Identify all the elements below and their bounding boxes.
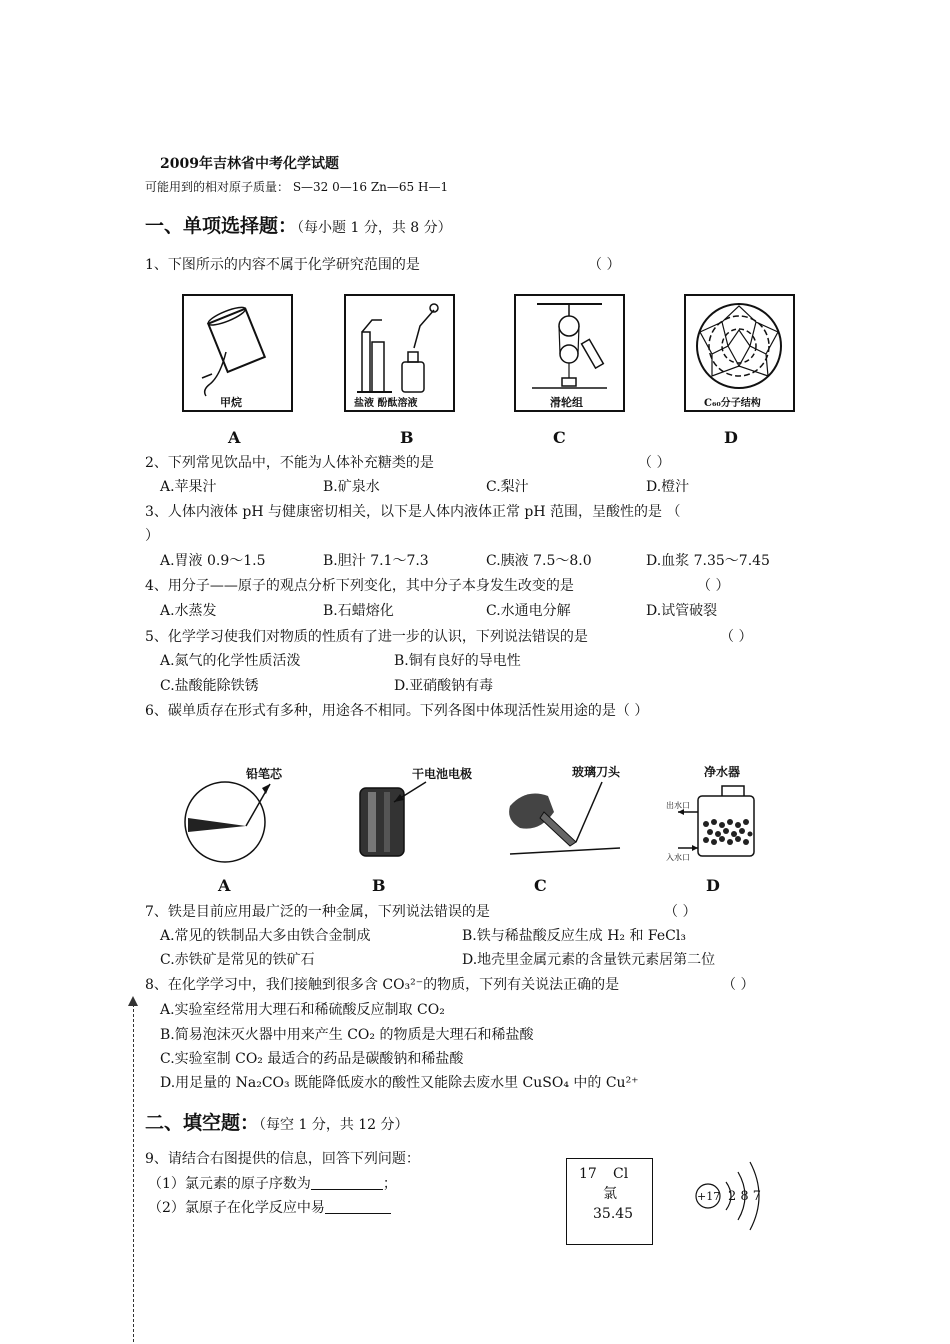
q1-figure-c [512, 292, 627, 414]
q3-paren-end: ） [145, 528, 159, 544]
atom-nucleus: +17 [697, 1190, 721, 1203]
q1-figure-b [342, 292, 457, 414]
q8-option-d: D.用足量的 Na₂CO₃ 既能降低废水的酸性又能除去废水里 CuSO₄ 中的 Cu²⁺ [160, 1075, 639, 1091]
q5-option-c: C.盐酸能除铁锈 [160, 678, 259, 694]
q3-option-c: C.胰液 7.5～8.0 [486, 553, 592, 569]
q2-option-d: D.橙汁 [646, 479, 690, 495]
q3-option-b: B.胆汁 7.1～7.3 [323, 553, 429, 569]
q7-answer-paren: （ ） [664, 904, 697, 920]
q6-caption-a: 铅笔芯 [246, 767, 283, 781]
atom-shells: 2 8 7 [728, 1189, 762, 1204]
q6-letter-d: D [706, 876, 720, 895]
section2-note: （每空 1 分，共 12 分） [259, 1117, 409, 1133]
q7-option-c: C.赤铁矿是常见的铁矿石 [160, 952, 315, 968]
q8-option-c: C.实验室制 CO₂ 最适合的药品是碳酸钠和稀盐酸 [160, 1051, 464, 1067]
q9-sub2-text: （2）氯原子在化学反应中易 [148, 1200, 325, 1216]
atom-structure-diagram [690, 1156, 780, 1236]
q4-option-d: D.试管破裂 [646, 603, 718, 619]
q6-caption-c: 玻璃刀头 [572, 765, 621, 779]
q8-answer-paren: （ ） [722, 977, 755, 993]
q9-sub1-end: ； [382, 1176, 397, 1192]
q5-answer-paren: （ ） [720, 629, 753, 645]
q9-answer-blank-2[interactable] [325, 1199, 391, 1214]
q3-stem: 3、人体内液体 pH 与健康密切相关，以下是人体内液体正常 pH 范围，呈酸性的是 （ [145, 504, 681, 520]
q6-stem: 6、碳单质存在形式有多种，用途各不相同。下列各图中体现活性炭用途的是（ ） [145, 703, 649, 719]
q6-letter-b: B [372, 876, 386, 895]
water-outlet-label: 出水口 [666, 801, 690, 810]
q1-caption-b: 盐液 酚酞溶液 [354, 398, 418, 409]
q1-stem: 1、下图所示的内容不属于化学研究范围的是 [145, 257, 420, 273]
q1-letter-b: B [400, 428, 414, 447]
q1-letter-d: D [724, 428, 738, 447]
element-symbol: Cl [613, 1166, 629, 1182]
q8-stem: 8、在化学学习中，我们接触到很多含 CO₃²⁻的物质，下列有关说法正确的是 [145, 977, 620, 993]
q1-letter-c: C [553, 428, 566, 447]
q9-sub2 [148, 1199, 391, 1217]
q2-option-b: B.矿泉水 [323, 479, 380, 495]
q1-caption-d: C₆₀分子结构 [704, 398, 761, 409]
q1-answer-paren: （ ） [588, 257, 621, 273]
q4-option-c: C.水通电分解 [486, 603, 571, 619]
q3-option-d: D.血浆 7.35～7.45 [646, 553, 770, 569]
q4-stem: 4、用分子——原子的观点分析下列变化，其中分子本身发生改变的是 [145, 578, 574, 594]
q1-figure-d [682, 292, 797, 414]
q2-option-c: C.梨汁 [486, 479, 529, 495]
element-name: 氯 [603, 1186, 617, 1202]
q2-stem: 2、下列常见饮品中，不能为人体补充糖类的是 [145, 455, 434, 471]
atomic-masses: 可能用到的相对原子质量： S—32 0—16 Zn—65 H—1 [145, 180, 449, 194]
q1-caption-c: 滑轮组 [550, 396, 583, 409]
q7-stem: 7、铁是目前应用最广泛的一种金属，下列说法错误的是 [145, 904, 490, 920]
q5-option-b: B.铜有良好的导电性 [394, 653, 521, 669]
section2-title: 二、填空题： [145, 1112, 260, 1134]
q2-option-a: A.苹果汁 [160, 479, 217, 495]
q1-letter-a: A [228, 428, 241, 447]
q4-answer-paren: （ ） [697, 578, 730, 594]
water-inlet-label: 入水口 [666, 853, 690, 862]
q8-option-b: B.简易泡沫灭火器中用来产生 CO₂ 的物质是大理石和稀盐酸 [160, 1027, 534, 1043]
q3-option-a: A.胃液 0.9～1.5 [160, 553, 266, 569]
exam-title: 2009年吉林省中考化学试题 [160, 156, 339, 172]
q4-option-b: B.石蜡熔化 [323, 603, 394, 619]
q7-option-a: A.常见的铁制品大多由铁合金制成 [160, 928, 371, 944]
element-card-chlorine [566, 1158, 653, 1245]
q6-figure-b [350, 762, 490, 866]
q1-caption-a: 甲烷 [220, 396, 242, 409]
q6-figure-a [176, 762, 296, 866]
element-atomic-mass: 35.45 [593, 1206, 634, 1222]
q5-option-a: A.氮气的化学性质活泼 [160, 653, 301, 669]
q7-option-b: B.铁与稀盐酸反应生成 H₂ 和 FeCl₃ [462, 928, 686, 944]
q9-answer-blank-1[interactable] [311, 1175, 383, 1190]
q9-sub1-text: （1）氯元素的原子序数为 [148, 1176, 311, 1192]
q6-figure-d [664, 762, 774, 866]
q6-letter-c: C [534, 876, 547, 895]
element-atomic-number: 17 [579, 1166, 597, 1182]
q5-stem: 5、化学学习使我们对物质的性质有了进一步的认识，下列说法错误的是 [145, 629, 588, 645]
q4-option-a: A.水蒸发 [160, 603, 217, 619]
q2-answer-paren: （ ） [638, 455, 671, 471]
section2-heading [145, 1111, 409, 1137]
q6-figure-c [490, 762, 630, 866]
q6-caption-d: 净水器 [704, 765, 741, 779]
q7-option-d: D.地壳里金属元素的含量铁元素居第二位 [462, 952, 716, 968]
q8-option-a: A.实验室经常用大理石和稀硫酸反应制取 CO₂ [160, 1002, 445, 1018]
q9-sub1 [148, 1175, 397, 1193]
section1-note: （每小题 1 分，共 8 分） [297, 220, 452, 236]
q6-letter-a: A [218, 876, 231, 895]
q9-stem: 9、请结合右图提供的信息，回答下列问题： [145, 1151, 420, 1167]
q5-option-d: D.亚硝酸钠有毒 [394, 678, 494, 694]
section1-title: 一、单项选择题： [145, 215, 298, 237]
q6-caption-b: 干电池电极 [412, 767, 473, 781]
q1-figure-a [180, 292, 295, 414]
binding-line [133, 1004, 134, 1342]
section1-heading [145, 214, 452, 240]
